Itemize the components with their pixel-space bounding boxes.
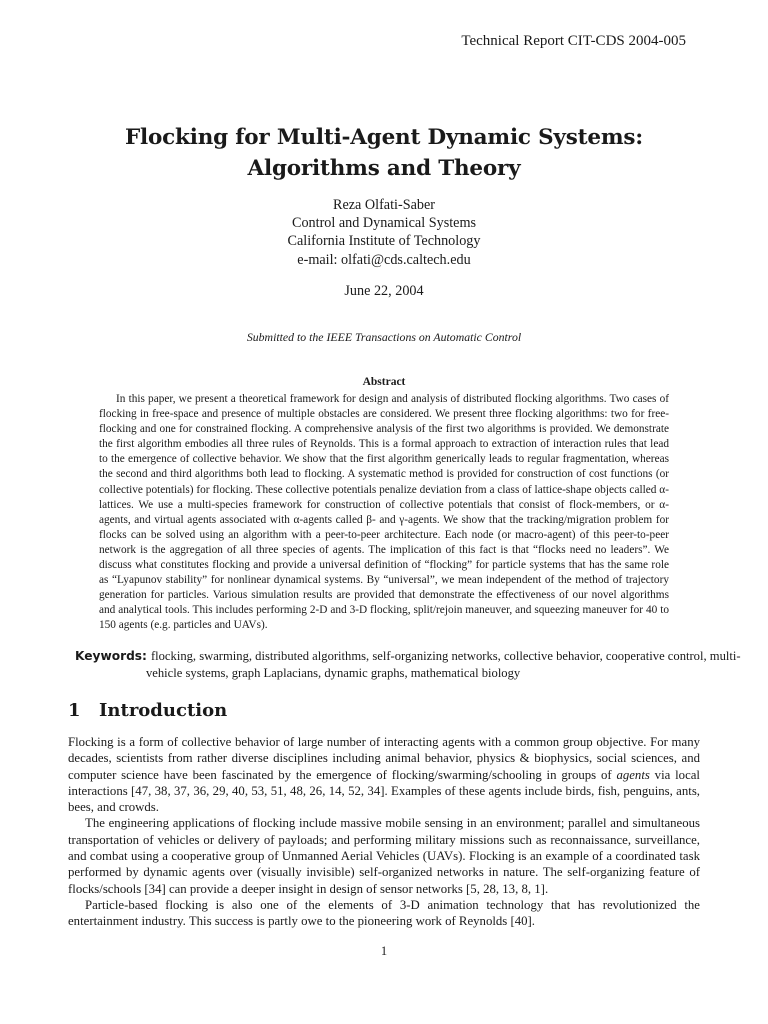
intro-paragraph-1: Flocking is a form of collective behavior of large number of interacting agents with a common group objective. For many decades, scientists from rather diverse disciplines including animal behavior, physics & biophysics, social sciences, and computer science have been fascinated by the emergence of flocking/swarming/schooling in groups of agents via local interactions [47, 38, 37, 36, 29, 40, 53, 51, 48, 26, 14, 52, 34]. Examples of these agents include birds, fish, penguins, ants, bees, and crowds.: [68, 735, 700, 815]
introduction-body: [68, 734, 700, 930]
abstract-heading: Abstract: [362, 376, 406, 388]
title-line-1: Flocking for Multi-Agent Dynamic Systems:: [124, 125, 644, 150]
section-title: Introduction: [99, 700, 228, 721]
submission-note: Submitted to the IEEE Transactions on Automatic Control: [246, 330, 522, 344]
section-number: 1: [68, 700, 81, 721]
agents-emphasis: agents: [616, 767, 650, 782]
author-block: [0, 196, 768, 269]
author-institution: California Institute of Technology: [287, 233, 481, 250]
section-heading: [68, 700, 227, 721]
intro-paragraph-2: The engineering applications of flocking include massive mobile sensing in an environment; parallel and simultaneous transportation of vehicles or delivery of payloads; and performing military missions such as reconnaissance, surveillance, and combat using a cooperative group of Unmanned Aerial Vehicles (UAVs). Flocking is an example of a coordinated task performed by dynamic agents over (visually invisible) self-organized networks in nature. The self-organizing feature of flocks/schools [34] can provide a deeper insight in design of sensor networks [5, 28, 13, 8, 1].: [68, 816, 700, 896]
keywords-label: Keywords:: [75, 649, 147, 663]
author-department: Control and Dynamical Systems: [291, 215, 477, 232]
page-number: 1: [380, 944, 388, 958]
paper-title: [0, 122, 768, 184]
report-id: Technical Report CIT-CDS 2004-005: [461, 33, 686, 49]
title-line-2: Algorithms and Theory: [247, 156, 521, 181]
abstract-body: In this paper, we present a theoretical framework for design and analysis of distributed flocking algorithms. Two cases of flocking in free-space and presence of multiple obstacles are considered. We present three flocking algorithms: two for free-flocking and one for constrained flocking. A comprehensive analysis of the first two algorithms is provided. We demonstrate the first algorithm embodies all three rules of Reynolds. This is a formal approach to extraction of interaction rules that lead to the emergence of collective behavior. We show that the first algorithm generically leads to regular fragmentation, whereas the second and third algorithms both lead to flocking. A systematic method is provided for construction of cost functions (or collective potentials) for flocking. These collective potentials penalize deviation from a class of lattice-shape objects called α-lattices. We use a multi-species framework for construction of collective potentials that consist of flock-members, or α-agents, and virtual agents associated with α-agents called β- and γ-agents. We show that the tracking/migration problem for flocks can be solved using an algorithm with a peer-to-peer architecture. Each node (or macro-agent) of this peer-to-peer network is the aggregation of all three species of agents. The implication of this fact is that “flocks need no leaders”. We discuss what constitutes flocking and provide a universal definition of “flocking” for particle systems that has the same role as “Lyapunov stability” for nonlinear dynamical systems. By “universal”, we mean independent of the method of trajectory generation for particles. Various simulation results are provided that demonstrate the effectiveness of our novel algorithms and analytical tools. This includes performing 2-D and 3-D flocking, split/rejoin maneuver, and squeezing maneuver for 40 to 150 agents (e.g. particles and UAVs).: [99, 393, 669, 632]
keywords: [75, 648, 766, 682]
author-name: Reza Olfati-Saber: [332, 197, 436, 213]
author-email: e-mail: olfati@cds.caltech.edu: [297, 251, 471, 268]
intro-paragraph-3: Particle-based flocking is also one of the elements of 3-D animation technology that has revolutionized the entertainment industry. This success is partly owe to the pioneering work of Reynolds [40].: [68, 897, 700, 929]
keywords-text: flocking, swarming, distributed algorithms, self-organizing networks, collective behavior, cooperative control, multi-vehicle systems, graph Laplacians, dynamic graphs, mathematical biology: [146, 649, 741, 680]
paper-date: June 22, 2004: [344, 283, 424, 299]
